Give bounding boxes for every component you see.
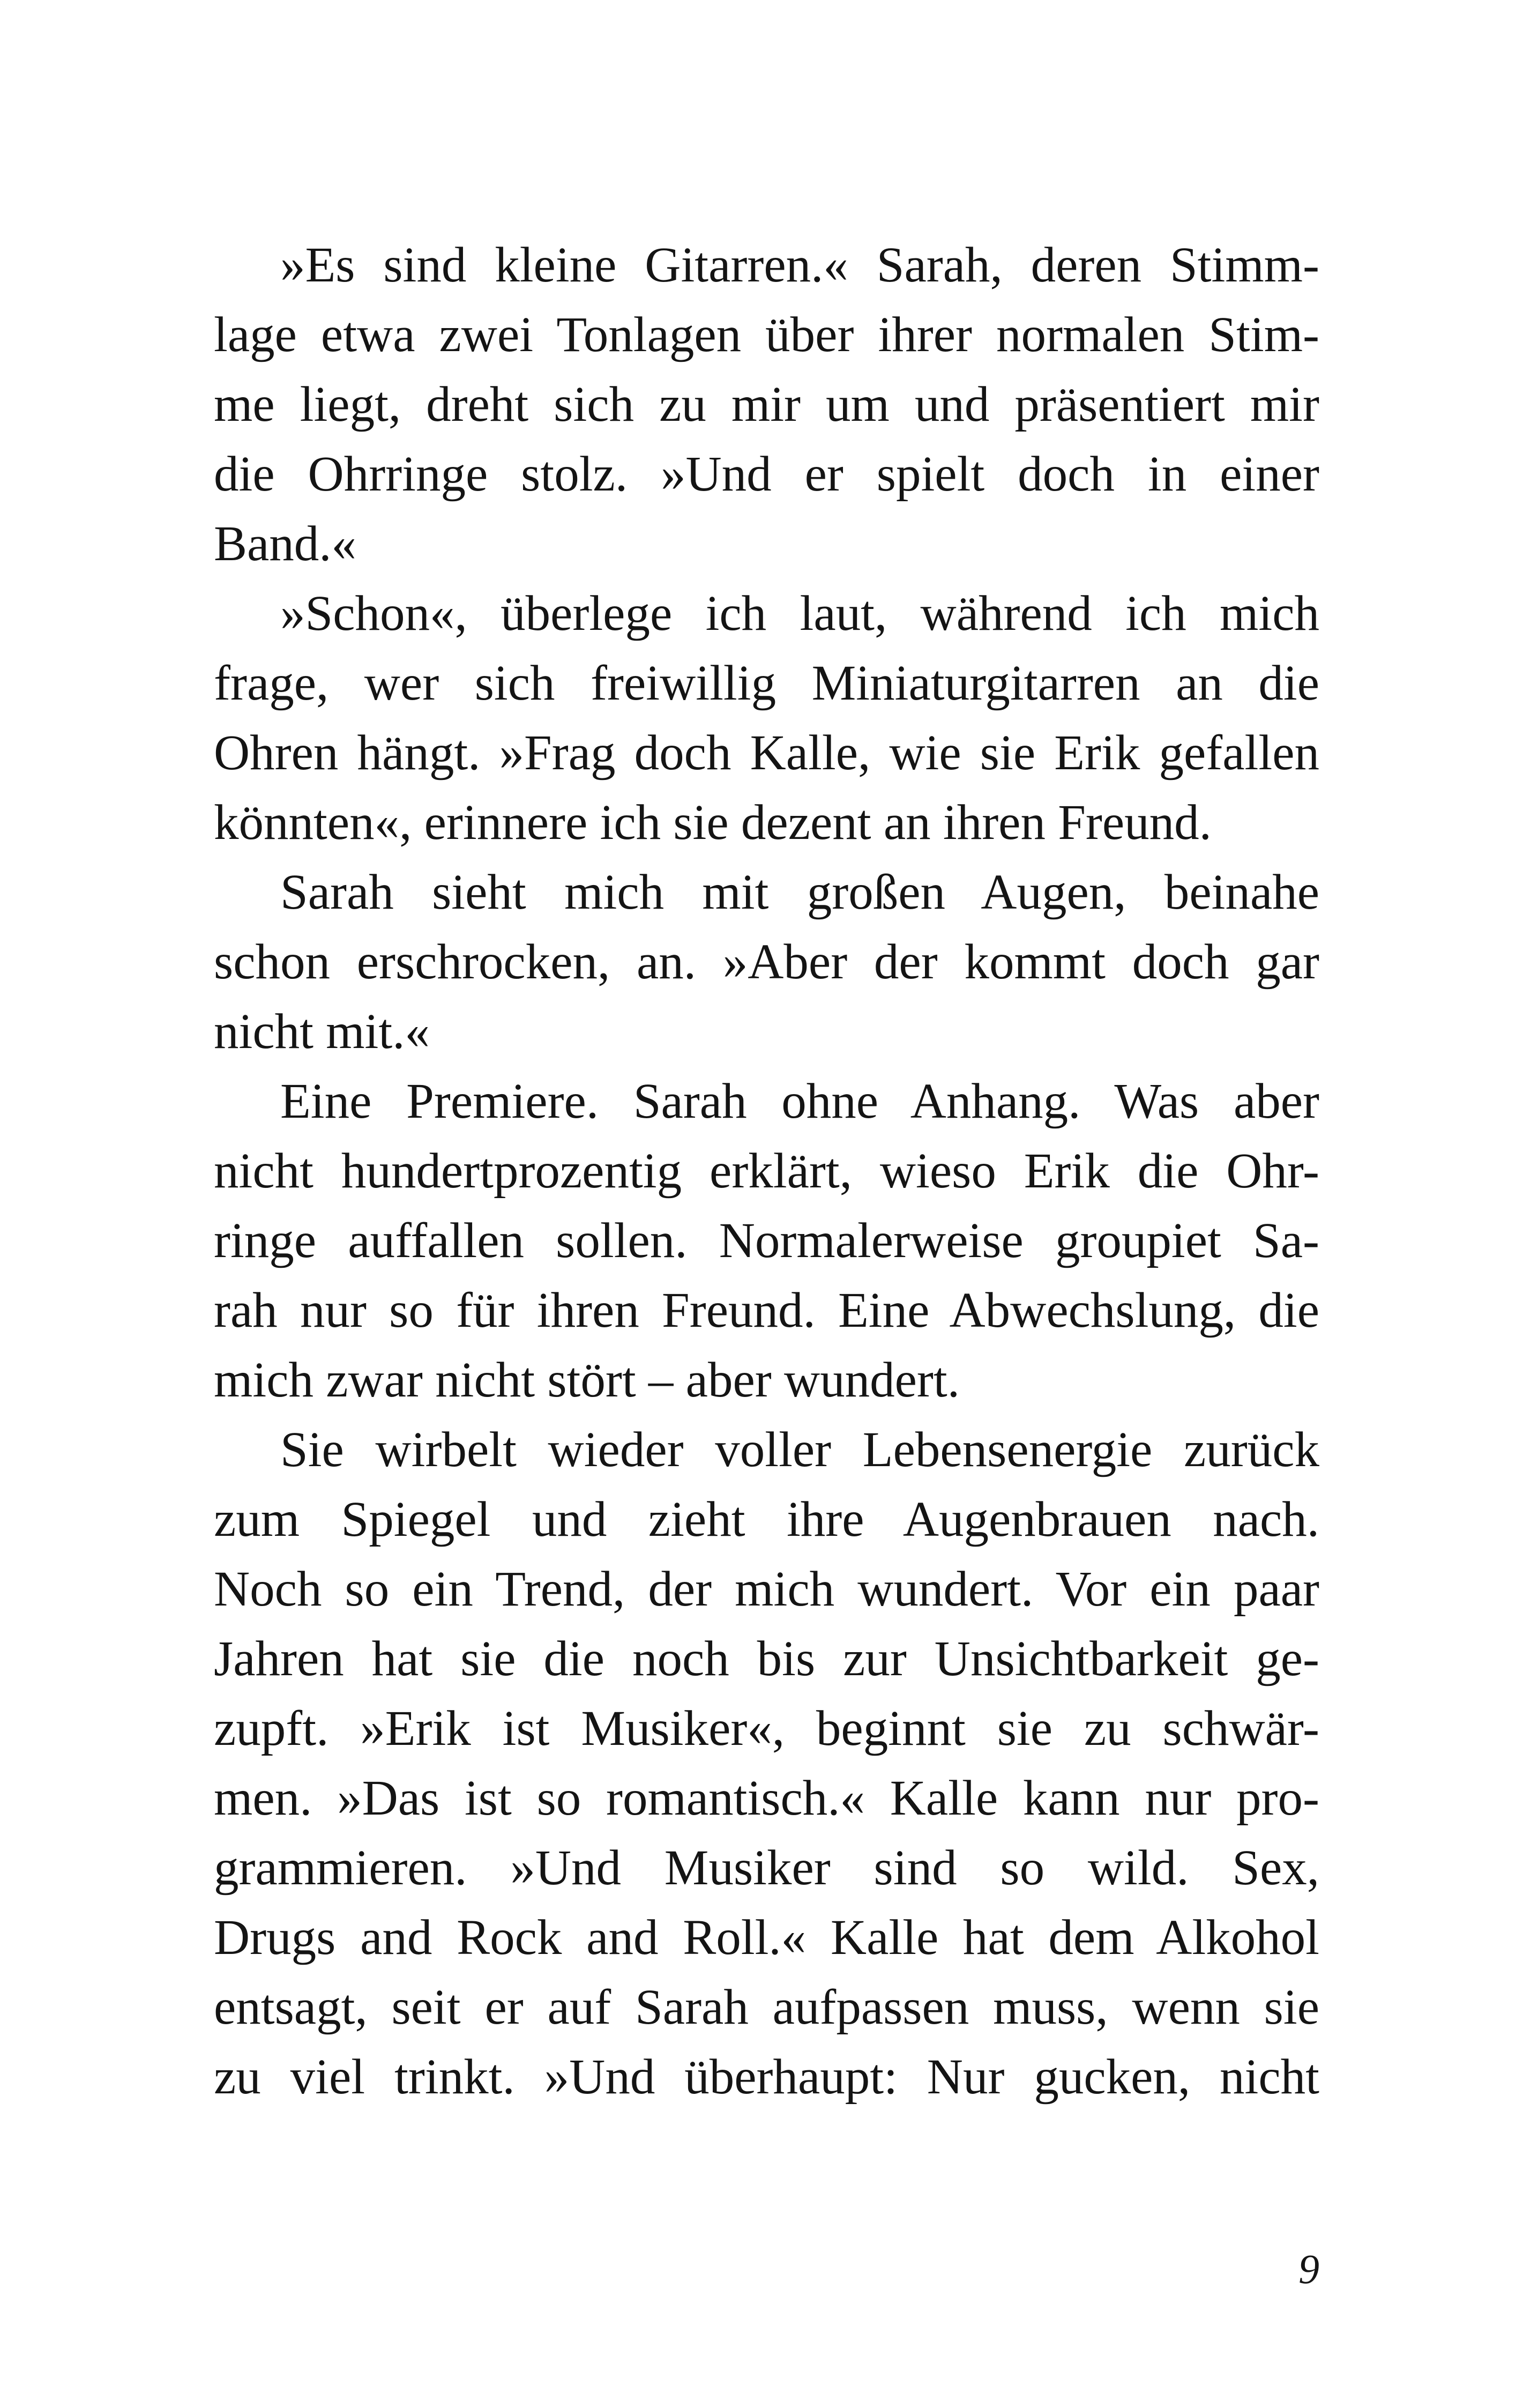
- text-line: mich zwar nicht stört – aber wundert.: [214, 1352, 960, 1408]
- page-number: 9: [1298, 2246, 1319, 2292]
- text-line: »Es sind kleine Gitarren.« Sarah, deren Stimm-: [280, 237, 1319, 293]
- text-line: nicht hundertprozentig erklärt, wieso Erik die Ohr-: [214, 1143, 1319, 1199]
- text-line: frage, wer sich freiwillig Miniaturgitarren an die: [214, 656, 1319, 711]
- text-line: zum Spiegel und zieht ihre Augenbrauen nach.: [214, 1492, 1319, 1547]
- text-line: Sarah sieht mich mit großen Augen, beinahe: [280, 865, 1319, 920]
- text-line: me liegt, dreht sich zu mir um und präsentiert mir: [214, 377, 1319, 432]
- text-line: grammieren. »Und Musiker sind so wild. Sex,: [214, 1840, 1319, 1896]
- text-line: schon erschrocken, an. »Aber der kommt doch gar: [214, 934, 1319, 990]
- text-line: »Schon«, überlege ich laut, während ich mich: [280, 586, 1319, 641]
- body-text: [214, 231, 1319, 2112]
- text-line: men. »Das ist so romantisch.« Kalle kann nur pro-: [214, 1771, 1319, 1826]
- text-line: Jahren hat sie die noch bis zur Unsichtbarkeit ge-: [214, 1631, 1319, 1686]
- text-line: Band.«: [214, 516, 357, 571]
- text-line: Sie wirbelt wieder voller Lebensenergie zurück: [280, 1422, 1319, 1477]
- text-line: Eine Premiere. Sarah ohne Anhang. Was aber: [280, 1074, 1319, 1129]
- text-line: zu viel trinkt. »Und überhaupt: Nur gucken, nicht: [214, 2049, 1319, 2105]
- text-line: lage etwa zwei Tonlagen über ihrer normalen Stim-: [214, 307, 1319, 362]
- text-line: könnten«, erinnere ich sie dezent an ihren Freund.: [214, 795, 1212, 850]
- text-line: entsagt, seit er auf Sarah aufpassen muss, wenn sie: [214, 1980, 1319, 2035]
- text-line: nicht mit.«: [214, 1004, 430, 1059]
- text-line: zupft. »Erik ist Musiker«, beginnt sie zu schwär-: [214, 1701, 1319, 1756]
- text-line: ringe auffallen sollen. Normalerweise groupiet Sa-: [214, 1213, 1319, 1268]
- text-line: die Ohrringe stolz. »Und er spielt doch in einer: [214, 447, 1319, 502]
- text-line: rah nur so für ihren Freund. Eine Abwechslung, die: [214, 1283, 1319, 1338]
- text-line: Ohren hängt. »Frag doch Kalle, wie sie Erik gefallen: [214, 725, 1319, 781]
- text-line: Noch so ein Trend, der mich wundert. Vor ein paar: [214, 1562, 1319, 1617]
- text-line: Drugs and Rock and Roll.« Kalle hat dem Alkohol: [214, 1910, 1319, 1965]
